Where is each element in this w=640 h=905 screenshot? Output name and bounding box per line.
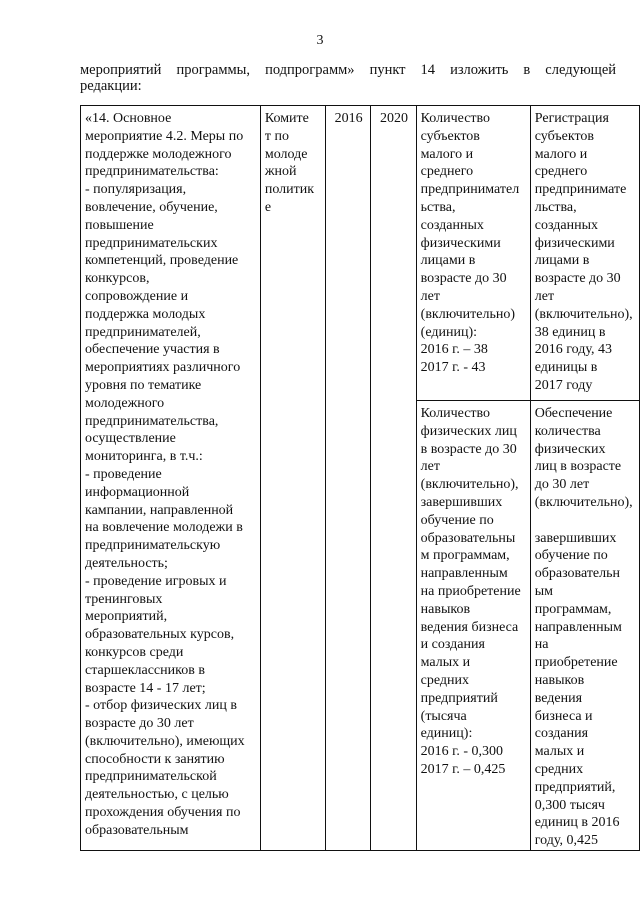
intro-word: изложить xyxy=(450,62,509,78)
year-start-cell: 2016 xyxy=(325,106,370,851)
program-table xyxy=(80,105,640,851)
intro-word: программы, xyxy=(176,62,251,78)
table-row xyxy=(81,106,640,401)
intro-word: в xyxy=(523,62,531,78)
indicator-cell-2: Количество физических лиц в возрасте до 30 лет (включительно), завершивших обучение по образовательны м программам, направленным на приобретение навыков ведения бизнеса и создания малых и средних предприятий (тысяча единиц): 2016 г. - 0,300 2017 г. – 0,425 xyxy=(416,401,530,851)
page-number: 3 xyxy=(316,33,324,48)
intro-word: 14 xyxy=(420,62,436,78)
intro-line-1 xyxy=(80,62,616,78)
activity-cell: «14. Основное мероприятие 4.2. Меры по поддержке молодежного предпринимательства: - популяризация, вовлечение, обучение, повышение предпринимательских компетенций, проведение конкурсов, сопровождение и поддержка молодых предпринимателей, обеспечение участия в мероприятиях различного уровня по тематике молодежного предпринимательства, осуществление мониторинга, в т.ч.: - проведение информационной кампании, направленной на вовлечение молодежи в предпринимательскую деятельность; - проведение игровых и тренинговых мероприятий, образовательных курсов, конкурсов среди старшеклассников в возрасте 14 - 17 лет; - отбор физических лиц в возрасте до 30 лет (включительно), имеющих способности к занятию предпринимательской деятельностью, с целью прохождения обучения по образовательным xyxy=(81,106,261,851)
intro-text xyxy=(80,62,616,94)
intro-word: подпрограмм» xyxy=(265,62,355,78)
intro-word: мероприятий xyxy=(80,62,162,78)
indicator-cell-1: Количество субъектов малого и среднего предпринимател ьства, созданных физическими лицами в возрасте до 30 лет (включительно) (единиц): 2016 г. – 38 2017 г. - 43 xyxy=(416,106,530,401)
intro-word: пункт xyxy=(369,62,406,78)
executor-cell: Комите т по молоде жной политик е xyxy=(260,106,325,851)
intro-word: следующей xyxy=(545,62,617,78)
intro-line-2: редакции: xyxy=(80,78,142,94)
result-cell-1: Регистрация субъектов малого и среднего предпринимате льства, созданных физическими лицами в возрасте до 30 лет (включительно), 38 единиц в 2016 году, 43 единицы в 2017 году xyxy=(530,106,639,401)
year-end-cell: 2020 xyxy=(371,106,416,851)
result-cell-2: Обеспечение количества физических лиц в возрасте до 30 лет (включительно), завершивших обучение по образовательн ым программам, направленным на приобретение навыков ведения бизнеса и создания малых и средних предприятий, 0,300 тысяч единиц в 2016 году, 0,425 xyxy=(530,401,639,851)
